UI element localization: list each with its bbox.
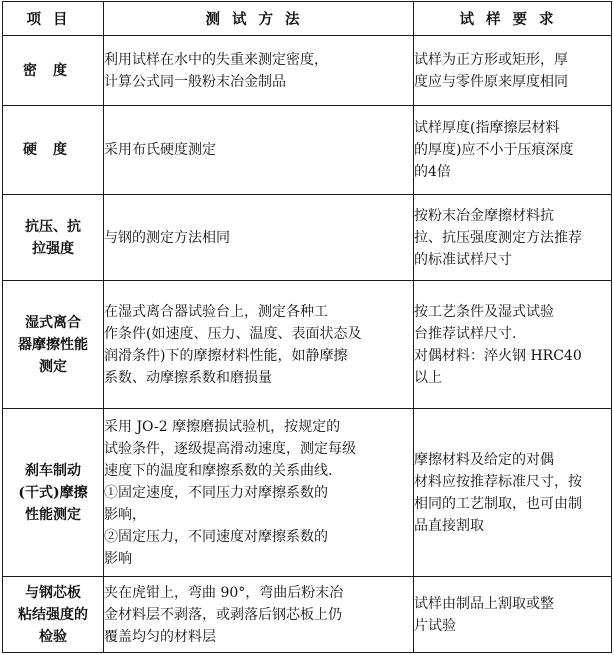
- row-item: 刹车制动 (干式)摩擦 性能测定: [3, 409, 104, 577]
- row-method: 在湿式离合器试验台上，测定各种工 作条件(如速度、压力、温度、表面状态及 润滑条件)下的摩擦材料性能，如静摩擦 系数、动摩擦系数和磨损量: [104, 281, 414, 409]
- table-row: [3, 577, 612, 653]
- row-requirement: 试样由制品上割取或整 片试验: [414, 577, 612, 653]
- table-row: [3, 409, 612, 577]
- row-method: 与钢的测定方法相同: [104, 195, 414, 281]
- row-item: 湿式离合 器摩擦性能 测定: [3, 281, 104, 409]
- row-method: 采用 JO-2 摩擦磨损试验机，按规定的 试验条件，逐级提高滑动速度，测定每级 速度下的温度和摩擦系数的关系曲线. ①固定速度，不同压力对摩擦系数的 影响， ②固定压力，不同速度对摩擦系数的 影响: [104, 409, 414, 577]
- row-requirement: 试样为正方形或矩形，厚 度应与零件原来厚度相同: [414, 36, 612, 106]
- header-method: 测试方法: [104, 2, 414, 36]
- table-row: [3, 106, 612, 195]
- header-requirement: 试样要求: [414, 2, 612, 36]
- header-row: [3, 2, 612, 36]
- row-requirement: 试样厚度(指摩擦层材料 的厚度)应不小于压痕深度 的4倍: [414, 106, 612, 195]
- table-row: [3, 36, 612, 106]
- header-item: 项目: [3, 2, 104, 36]
- row-requirement: 按粉末冶金摩擦材料抗 拉、抗压强度测定方法推荐 的标准试样尺寸: [414, 195, 612, 281]
- row-requirement: 按工艺条件及湿式试验 台推荐试样尺寸. 对偶材料：淬火钢 HRC40 以上: [414, 281, 612, 409]
- row-item: 抗压、抗 拉强度: [3, 195, 104, 281]
- row-method: 利用试样在水中的失重来测定密度， 计算公式同一般粉末冶金制品: [104, 36, 414, 106]
- row-requirement: 摩擦材料及给定的对偶 材料应按推荐标准尺寸，按 相同的工艺制取，也可由制 品直接割取: [414, 409, 612, 577]
- table-row: [3, 195, 612, 281]
- row-method: 采用布氏硬度测定: [104, 106, 414, 195]
- row-method: 夹在虎钳上，弯曲 90°，弯曲后粉末冶 金材料层不剥落，或剥落后钢芯板上仍 覆盖均匀的材料层: [104, 577, 414, 653]
- table-row: [3, 281, 612, 409]
- row-item: 与钢芯板 粘结强度的 检验: [3, 577, 104, 653]
- row-item: 密度: [3, 36, 104, 106]
- row-item: 硬度: [3, 106, 104, 195]
- test-method-table: [2, 1, 612, 653]
